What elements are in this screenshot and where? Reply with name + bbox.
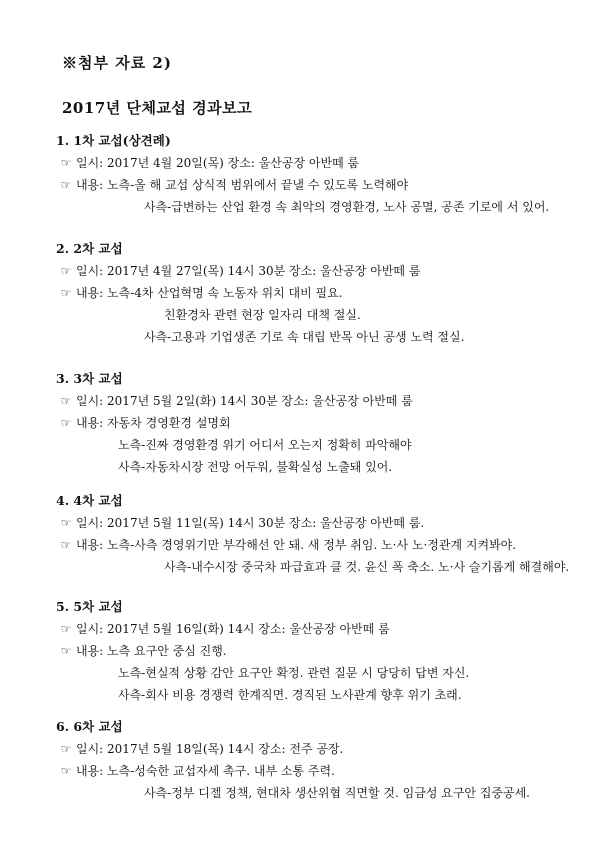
extra-line: 사측-정부 디젤 정책, 현대차 생산위협 직면할 것. 임금성 요구안 집중공세. xyxy=(144,786,530,800)
content-text: 내용: 노측-4차 산업혁명 속 노동자 위치 대비 필요. xyxy=(76,286,343,300)
pointing-hand-icon: ☞ xyxy=(60,516,72,530)
pointing-hand-icon: ☞ xyxy=(60,264,72,278)
date-line xyxy=(56,390,413,412)
document-title: 2017년 단체교섭 경과보고 xyxy=(62,99,253,117)
date-line xyxy=(56,738,530,760)
pointing-hand-icon: ☞ xyxy=(60,538,72,552)
section-heading: 1. 1차 교섭(상견례) xyxy=(56,133,171,148)
attachment-label: ※첨부 자료 2) xyxy=(62,54,172,72)
content-line xyxy=(56,174,549,196)
section-6 xyxy=(56,716,530,804)
date-text: 일시: 2017년 5월 11일(목) 14시 30분 장소: 울산공장 아반떼 룸. xyxy=(76,516,425,530)
date-text: 일시: 2017년 5월 16일(화) 14시 장소: 울산공장 아반떼 룸 xyxy=(76,622,390,636)
content-text: 내용: 노측 요구안 중심 진행. xyxy=(76,644,227,658)
extra-line: 노측-진짜 경영환경 위기 어디서 오는지 정확히 파악해야 xyxy=(118,438,412,452)
content-text: 내용: 자동차 경영환경 설명회 xyxy=(76,416,231,430)
extra-line: 노측-현실적 상황 감안 요구안 확정. 관련 질문 시 당당히 답변 자신. xyxy=(118,666,470,680)
date-line xyxy=(56,512,569,534)
section-2 xyxy=(56,238,464,348)
date-line xyxy=(56,152,549,174)
extra-line: 친환경차 관련 현장 일자리 대책 절실. xyxy=(164,308,361,322)
content-line xyxy=(56,282,464,304)
section-4 xyxy=(56,490,569,578)
date-line xyxy=(56,618,469,640)
extra-line: 사측-급변하는 산업 환경 속 최악의 경영환경, 노사 공멸, 공존 기로에 서 있어. xyxy=(144,200,550,214)
content-line xyxy=(56,760,530,782)
content-text: 내용: 노측-올 해 교섭 상식적 범위에서 끝낼 수 있도록 노력해야 xyxy=(76,178,409,192)
section-heading: 2. 2차 교섭 xyxy=(56,241,123,256)
content-text: 내용: 노측-성숙한 교섭자세 촉구. 내부 소통 주력. xyxy=(76,764,335,778)
section-heading: 6. 6차 교섭 xyxy=(56,719,123,734)
pointing-hand-icon: ☞ xyxy=(60,742,72,756)
pointing-hand-icon: ☞ xyxy=(60,286,72,300)
pointing-hand-icon: ☞ xyxy=(60,416,72,430)
content-text: 내용: 노측-사측 경영위기만 부각해선 안 돼. 새 정부 취임. 노·사 노·정관계 지켜봐야. xyxy=(76,538,517,552)
section-5 xyxy=(56,596,469,706)
date-text: 일시: 2017년 5월 2일(화) 14시 30분 장소: 울산공장 아반떼 룸 xyxy=(76,394,413,408)
date-text: 일시: 2017년 4월 27일(목) 14시 30분 장소: 울산공장 아반떼 룸 xyxy=(76,264,421,278)
content-line xyxy=(56,412,413,434)
date-text: 일시: 2017년 4월 20일(목) 장소: 울산공장 아반떼 룸 xyxy=(76,156,360,170)
pointing-hand-icon: ☞ xyxy=(60,156,72,170)
date-line xyxy=(56,260,464,282)
pointing-hand-icon: ☞ xyxy=(60,394,72,408)
pointing-hand-icon: ☞ xyxy=(60,178,72,192)
extra-line: 사측-회사 비용 경쟁력 한계직면. 경직된 노사관계 향후 위기 초래. xyxy=(118,688,462,702)
date-text: 일시: 2017년 5월 18일(목) 14시 장소: 전주 공장. xyxy=(76,742,344,756)
section-1 xyxy=(56,130,549,218)
section-heading: 4. 4차 교섭 xyxy=(56,493,123,508)
section-heading: 3. 3차 교섭 xyxy=(56,371,123,386)
section-3 xyxy=(56,368,413,478)
content-line xyxy=(56,640,469,662)
extra-line: 사측-내수시장 중국차 파급효과 클 것. 윤신 폭 축소. 노·사 슬기롭게 해결해야. xyxy=(164,560,570,574)
content-line xyxy=(56,534,569,556)
section-heading: 5. 5차 교섭 xyxy=(56,599,123,614)
pointing-hand-icon: ☞ xyxy=(60,622,72,636)
pointing-hand-icon: ☞ xyxy=(60,644,72,658)
pointing-hand-icon: ☞ xyxy=(60,764,72,778)
extra-line: 사측-고용과 기업생존 기로 속 대립 반목 아닌 공생 노력 절실. xyxy=(144,330,465,344)
extra-line: 사측-자동차시장 전망 어두워, 불확실성 노출돼 있어. xyxy=(118,460,393,474)
